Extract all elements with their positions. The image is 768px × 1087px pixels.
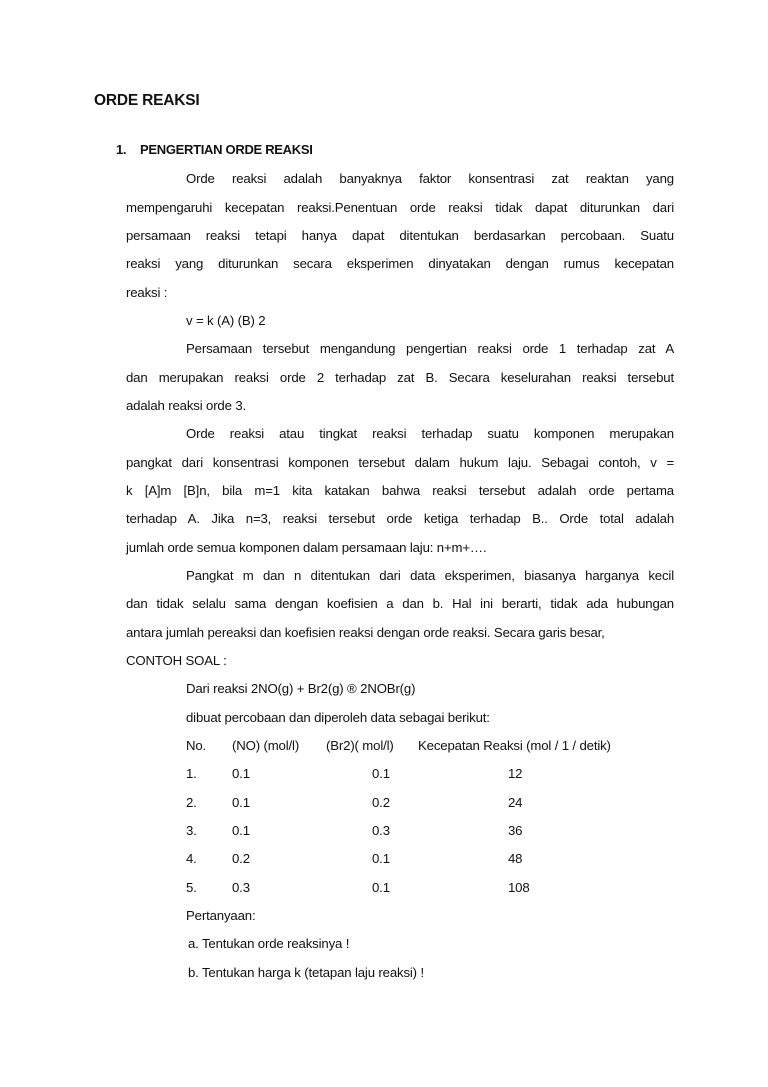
table-cell-rate: 36	[508, 823, 523, 838]
paragraph-line: persamaan reaksi tetapi hanya dapat ditentukan berdasarkan percobaan. Suatu	[126, 228, 674, 243]
paragraph-line: terhadap A. Jika n=3, reaksi tersebut orde ketiga terhadap B.. Orde total adalah	[126, 511, 674, 526]
table-header-br2-conc: (Br2)( mol/l)	[326, 738, 394, 753]
paragraph-line: dan merupakan reaksi orde 2 terhadap zat B. Secara keselurahan reaksi tersebut	[126, 370, 674, 385]
table-cell-rate: 12	[508, 766, 523, 781]
table-cell-br2-conc: 0.2	[372, 795, 390, 810]
table-cell-br2-conc: 0.1	[372, 766, 390, 781]
table-cell-no: 2.	[186, 795, 197, 810]
section-number: 1.	[116, 142, 127, 157]
paragraph-line: Pangkat m dan n ditentukan dari data eksperimen, biasanya harganya kecil	[186, 568, 674, 583]
paragraph-line: dan tidak selalu sama dengan koefisien a dan b. Hal ini berarti, tidak ada hubungan	[126, 596, 674, 611]
table-cell-no-conc: 0.1	[232, 823, 250, 838]
table-cell-br2-conc: 0.1	[372, 880, 390, 895]
rate-formula: v = k (A) (B) 2	[186, 313, 266, 328]
table-cell-br2-conc: 0.1	[372, 851, 390, 866]
paragraph-line: Orde reaksi atau tingkat reaksi terhadap suatu komponen merupakan	[186, 426, 674, 441]
table-cell-no-conc: 0.2	[232, 851, 250, 866]
section-heading	[116, 142, 313, 157]
table-cell-rate: 24	[508, 795, 523, 810]
table-header-rate: Kecepatan Reaksi (mol / 1 / detik)	[418, 738, 611, 753]
question-a: a. Tentukan orde reaksinya !	[188, 936, 350, 951]
table-cell-no-conc: 0.3	[232, 880, 250, 895]
table-header-no-conc: (NO) (mol/l)	[232, 738, 300, 753]
section-title: PENGERTIAN ORDE REAKSI	[140, 142, 313, 157]
table-cell-br2-conc: 0.3	[372, 823, 390, 838]
paragraph-line: Persamaan tersebut mengandung pengertian reaksi orde 1 terhadap zat A	[186, 341, 674, 356]
data-intro: dibuat percobaan dan diperoleh data sebagai berikut:	[186, 710, 490, 725]
paragraph-line: pangkat dari konsentrasi komponen tersebut dalam hukum laju. Sebagai contoh, v =	[126, 455, 674, 470]
example-label: CONTOH SOAL :	[126, 653, 227, 668]
table-cell-rate: 108	[508, 880, 530, 895]
paragraph-line: reaksi yang diturunkan secara eksperimen dinyatakan dengan rumus kecepatan	[126, 256, 674, 271]
paragraph-line: k [A]m [B]n, bila m=1 kita katakan bahwa reaksi tersebut adalah orde pertama	[126, 483, 674, 498]
table-cell-no-conc: 0.1	[232, 766, 250, 781]
questions-label: Pertanyaan:	[186, 908, 256, 923]
table-cell-rate: 48	[508, 851, 523, 866]
table-cell-no: 4.	[186, 851, 197, 866]
table-cell-no: 5.	[186, 880, 197, 895]
document-title: ORDE REAKSI	[94, 92, 200, 109]
table-cell-no: 1.	[186, 766, 197, 781]
paragraph-line: antara jumlah pereaksi dan koefisien reaksi dengan orde reaksi. Secara garis besar,	[126, 625, 605, 640]
table-cell-no-conc: 0.1	[232, 795, 250, 810]
table-cell-no: 3.	[186, 823, 197, 838]
paragraph-line: mempengaruhi kecepatan reaksi.Penentuan orde reaksi tidak dapat diturunkan dari	[126, 200, 674, 215]
paragraph-line: reaksi :	[126, 285, 168, 300]
table-header-no: No.	[186, 738, 207, 753]
question-b: b. Tentukan harga k (tetapan laju reaksi) !	[188, 965, 424, 980]
paragraph-line: jumlah orde semua komponen dalam persamaan laju: n+m+….	[126, 540, 487, 555]
paragraph-line: adalah reaksi orde 3.	[126, 398, 247, 413]
reaction-equation: Dari reaksi 2NO(g) + Br2(g) ® 2NOBr(g)	[186, 681, 416, 696]
paragraph-line: Orde reaksi adalah banyaknya faktor konsentrasi zat reaktan yang	[186, 171, 674, 186]
